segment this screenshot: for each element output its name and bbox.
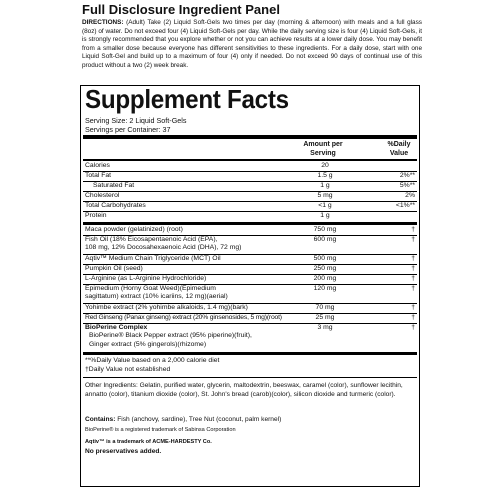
table-row (83, 192, 417, 202)
row-dv: † (411, 304, 415, 311)
table-row (83, 304, 417, 314)
row-label: Total Fat (85, 172, 112, 179)
footnote-divider (83, 352, 417, 355)
row-dv: † (411, 275, 415, 282)
header-dv-line1: %Daily (387, 141, 411, 148)
contains-text: Fish (anchovy, sardine), Tree Nut (coconut, palm kernel) (117, 416, 282, 423)
supplement-facts-box (80, 85, 420, 487)
serving-size: Serving Size: 2 Liquid Soft-Gels (85, 116, 187, 125)
header-amount (273, 141, 373, 158)
thick-divider (83, 135, 417, 139)
row-label: Pumpkin Oil (seed) (85, 265, 143, 272)
row-dv: † (411, 314, 415, 321)
table-row (83, 202, 417, 212)
panel-title: Full Disclosure Ingredient Panel (82, 2, 280, 17)
aqtiv-note: Aqtiv™ is a trademark of ACME-HARDESTY Co. (85, 439, 212, 445)
table-row (83, 162, 417, 172)
row-amount: <1 g (318, 202, 332, 209)
header-divider (83, 159, 417, 161)
servings-per-container: Servings per Container: 37 (85, 125, 171, 134)
contains-line (85, 416, 415, 425)
row-label-line1: Fish Oil (18% Eicosapentaenoic Acid (EPA), (85, 236, 218, 243)
row-amount: 1 g (320, 182, 330, 189)
row-dv: † (411, 226, 415, 233)
row-label: Aqtiv™ Medium Chain Triglyceride (MCT) Oil (85, 255, 221, 262)
table-row (83, 265, 417, 275)
other-divider (83, 377, 417, 378)
header-amount-line2: Serving (310, 149, 336, 157)
row-dv: † (411, 255, 415, 262)
row-amount: 70 mg (315, 304, 335, 311)
row-label: L-Arginine (as L-Arginine Hydrochloride) (85, 275, 207, 282)
row-amount: 750 mg (313, 226, 337, 233)
row-label: Total Carbohydrates (85, 202, 146, 209)
directions-text (82, 19, 422, 71)
row-dv: † (411, 324, 415, 331)
header-dv-line2: Value (389, 149, 409, 157)
row-label: Red Ginseng (Panax ginseng) extract (20% ginsenosides, 5 mg)(root) (85, 314, 282, 321)
supplement-facts-title: Supplement Facts (85, 84, 289, 114)
row-label-line1: BioPerine Complex (85, 324, 148, 331)
row-dv: <1%** (395, 202, 415, 209)
row-amount: 1 g (320, 212, 330, 219)
row-dv: 2%** (399, 172, 415, 179)
row-label: Protein (85, 212, 107, 219)
row-dv: † (411, 265, 415, 272)
table-row (83, 324, 417, 352)
header-daily-value (381, 141, 417, 158)
row-amount: 20 (321, 162, 329, 169)
row-amount: 5 mg (317, 192, 333, 199)
table-row (83, 172, 417, 182)
table-row (83, 226, 417, 236)
row-label: Cholesterol (85, 192, 120, 199)
table-row (83, 212, 417, 222)
nutrient-divider (83, 222, 417, 225)
row-dv: 2% (405, 192, 415, 199)
row-label: Maca powder (gelatinized) (root) (85, 226, 183, 233)
contains-label: Contains: (85, 416, 116, 423)
table-row (83, 236, 417, 255)
other-ingredients (85, 382, 415, 399)
row-dv: † (411, 236, 415, 243)
row-amount: 25 mg (315, 314, 335, 321)
row-label-line3: Ginger extract (5% gingerols)(rhizome) (89, 340, 207, 348)
row-label (85, 324, 280, 349)
row-label-line2: BioPerine® Black Pepper extract (95% piperine)(fruit), (89, 332, 252, 340)
other-ingredients-label: Other Ingredients: (85, 382, 138, 389)
row-amount: 600 mg (313, 236, 337, 243)
row-amount: 120 mg (313, 285, 337, 292)
row-dv: 5%** (399, 182, 415, 189)
row-amount: 500 mg (313, 255, 337, 262)
row-amount: 250 mg (313, 265, 337, 272)
bioperine-note: BioPerine® is a registered trademark of Sabinsa Corporation (85, 427, 236, 433)
row-label (85, 285, 280, 302)
directions-label: DIRECTIONS: (82, 19, 124, 26)
row-amount: 200 mg (313, 275, 337, 282)
table-row (83, 314, 417, 324)
row-amount: 1.5 g (317, 172, 333, 179)
row-label (85, 236, 280, 253)
row-dv: † (411, 285, 415, 292)
directions-body: (Adult) Take (2) Liquid Soft-Gels two times per day (morning & afternoon) with meals and a full glass (8oz) of water. Do not exceed four (4) Liquid Soft-Gels per day. While the daily serving size is four (4) Liquid Soft-Gels, it is strongly recommended that you explore whether or not you can achieve results at a lower daily dose. You may benefit from a smaller dose because everyone has different sensitivities to these ingredients. For a daily dose, start with one Liquid Soft-Gel and build up to a maximum of four (4) only if needed. Do not exceed 90 days of continual use of this product without a two (2) week break. (82, 19, 422, 69)
table-row (83, 275, 417, 285)
table-row (83, 182, 417, 192)
row-label: Saturated Fat (93, 182, 135, 189)
other-ingredients-text: Gelatin, purified water, glycerin, maltodextrin, beeswax, caramel (color), sunflower lecithin, annatto (color), titanium dioxide (color), St. John's bread (carob)(color), silicon dioxide and turmeric (color). (85, 382, 403, 398)
row-label-line2: sagittatum) extract (10% icariins, 12 mg)(aerial) (85, 293, 228, 301)
footnote-not-established: †Daily Value not established (85, 366, 171, 373)
row-amount: 3 mg (317, 324, 333, 331)
header-amount-line1: Amount per (303, 141, 343, 148)
table-row (83, 285, 417, 304)
footnote-daily-value: **%Daily Value based on a 2,000 calorie diet (85, 357, 220, 364)
row-label: Yohimbe extract (2% yohimbe alkaloids, 1.4 mg)(bark) (85, 304, 248, 311)
row-label-line1: Epimedium (Horny Goat Weed)(Epimedium (85, 285, 216, 292)
table-row (83, 255, 417, 265)
row-label: Calories (85, 162, 110, 169)
row-label-line2: 108 mg, 12% Docosahexaenoic Acid (DHA), 72 mg) (85, 244, 242, 252)
no-preservatives: No preservatives added. (85, 448, 162, 455)
